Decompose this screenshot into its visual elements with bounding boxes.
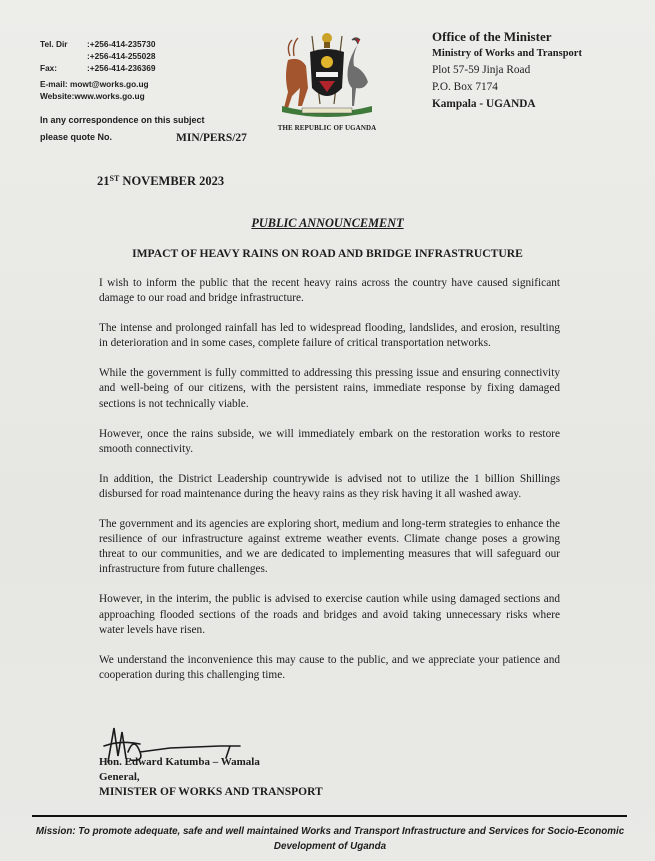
tel-number-2: :+256-414-255028 <box>87 51 156 61</box>
paragraph: In addition, the District Leadership countrywide is advised not to utilize the 1 billion Shillings disbursed for road maintenance during the heavy rains as they risk having it all washed away. <box>99 472 560 500</box>
signatory-name: Hon. Edward Katumba – Wamala <box>99 756 260 768</box>
paragraph: The intense and prolonged rainfall has led to widespread flooding, landslides, and erosion, resulting in deterioration and in some cases, complete failure of critical transportation networks. <box>99 322 560 350</box>
announcement-heading: PUBLIC ANNOUNCEMENT <box>251 216 404 230</box>
crest-caption: THE REPUBLIC OF UGANDA <box>277 124 377 132</box>
ministry-name: Ministry of Works and Transport <box>432 48 582 59</box>
paragraph: While the government is fully committed to addressing this pressing issue and ensuring connectivity and well-being of our citizens, with the persistent rains, immediate response by fixing damaged sections is not technically viable. <box>99 367 560 410</box>
contact-block <box>40 38 156 102</box>
office-address-block <box>432 28 582 113</box>
fax-label: Fax: <box>40 63 58 73</box>
po-box: P.O. Box 7174 <box>432 81 498 93</box>
footer-divider <box>32 815 627 817</box>
fax-number: :+256-414-236369 <box>87 63 156 73</box>
paragraph: I wish to inform the public that the recent heavy rains across the country have caused significant damage to our road and bridge infrastructure. <box>99 277 560 305</box>
date-day: 21 <box>97 174 110 188</box>
mission-statement: Mission: To promote adequate, safe and well maintained Works and Transport Infrastructure and Services for Socio-Economic Development of Uganda <box>35 826 625 852</box>
website-line: Website:www.works.go.ug <box>40 91 145 101</box>
signatory-title: MINISTER OF WORKS AND TRANSPORT <box>99 786 323 798</box>
reference-number: MIN/PERS/27 <box>176 132 247 144</box>
paragraph: We understand the inconvenience this may cause to the public, and we appreciate your patience and cooperation during this challenging time. <box>99 653 560 681</box>
city-country: Kampala - UGANDA <box>432 98 536 110</box>
office-title: Office of the Minister <box>432 29 552 44</box>
signatory-rank: General, <box>99 771 140 783</box>
date-suffix: ST <box>109 174 120 183</box>
uganda-coat-of-arms-icon <box>272 26 382 122</box>
paragraph: The government and its agencies are exploring short, medium and long-term strategies to enhance the resilience of our infrastructure against extreme weather events. Climate change poses a growing threat to our communities, and we are dedicated to implementing measures that will safeguard our infrastructure from future challenges. <box>99 518 560 576</box>
signatory-block <box>99 755 323 800</box>
subject-heading: IMPACT OF HEAVY RAINS ON ROAD AND BRIDGE INFRASTRUCTURE <box>132 247 523 260</box>
reference-line-2: please quote No. <box>40 132 113 142</box>
letter-date <box>97 174 224 189</box>
paragraph: However, once the rains subside, we will immediately embark on the restoration works to restore smooth connectivity. <box>99 427 560 455</box>
street-address: Plot 57-59 Jinja Road <box>432 64 531 76</box>
letter-body <box>99 276 560 698</box>
tel-number-1: :+256-414-235730 <box>87 39 156 49</box>
tel-label: Tel. Dir <box>40 39 68 49</box>
reference-line-1: In any correspondence on this subject <box>40 115 205 125</box>
date-rest: NOVEMBER 2023 <box>119 174 225 188</box>
paragraph: However, in the interim, the public is advised to exercise caution while using damaged sections and approaching flooded sections of the roads and bridges and avoid taking unnecessary risks where water levels have risen. <box>99 593 560 636</box>
email-line: E-mail: mowt@works.go.ug <box>40 79 149 89</box>
